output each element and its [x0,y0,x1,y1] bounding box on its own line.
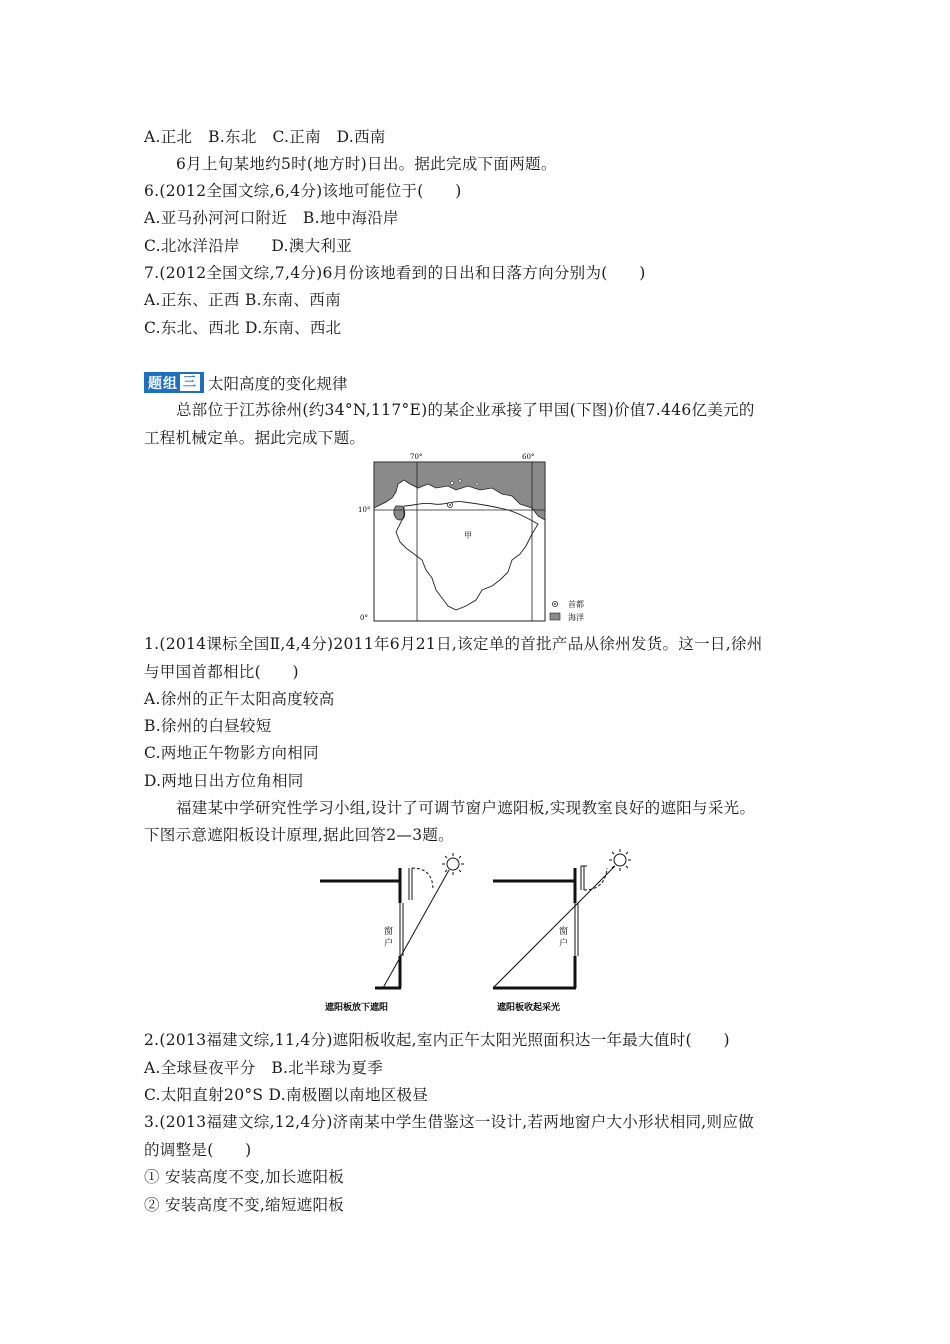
lat-label-0: 0° [360,614,368,622]
question-1-cont: 与甲国首都相比( ) [144,663,299,681]
section-badge-label: 题组 [148,375,178,392]
q1-option-c: C.两地正午物影方向相同 [144,744,319,762]
intro-shade-2: 下图示意遮阳板设计原理,据此回答2—3题。 [144,826,454,844]
intro-shade-1: 福建某中学研究性学习小组,设计了可调节窗户遮阳板,实现教室良好的遮阳与采光。 [176,799,756,817]
window-label-left-1: 窗 [384,927,394,937]
lat-label-10: 10° [358,506,371,514]
q1-option-d: D.两地日出方位角相同 [144,772,304,790]
q1-option-b: B.徐州的白昼较短 [144,717,272,735]
question-3-cont: 的调整是( ) [144,1141,252,1159]
line-options-prev: A.正北 B.东北 C.正南 D.西南 [144,128,386,146]
lon-label-70: 70° [410,453,423,461]
lon-label-60: 60° [522,453,535,461]
intro-xuzhou-2: 工程机械定单。据此完成下题。 [144,429,366,447]
section-header [144,372,348,393]
section-badge-number: 三 [180,374,200,391]
question-6: 6.(2012全国文综,6,4分)该地可能位于( ) [144,182,462,200]
q7-options-cd: C.东北、西北 D.东南、西北 [144,319,342,337]
legend-ocean-label: 海洋 [568,613,584,622]
intro-sunrise: 6月上旬某地约5时(地方时)日出。据此完成下面两题。 [176,155,557,173]
sunshade-diagram [315,848,645,1018]
question-3: 3.(2013福建文综,12,4分)济南某中学生借鉴这一设计,若两地窗户大小形状相同,则应做 [144,1113,754,1131]
window-label-right-1: 窗 [559,927,569,937]
q3-item-1: ① 安装高度不变,加长遮阳板 [144,1168,345,1186]
sun-icon [609,849,631,871]
section-badge [144,372,204,393]
window-label-left-2: 户 [384,939,394,949]
question-7: 7.(2012全国文综,7,4分)6月份该地看到的日出和日落方向分别为( ) [144,264,646,282]
q6-options-cd: C.北冰洋沿岸 D.澳大利亚 [144,237,353,255]
q2-options-ab: A.全球昼夜平分 B.北半球为夏季 [144,1059,384,1077]
legend-capital-label: 首都 [568,600,584,609]
q1-option-a: A.徐州的正午太阳高度较高 [144,690,335,708]
caption-left: 遮阳板放下遮阳 [325,1003,389,1013]
section-title: 太阳高度的变化规律 [208,374,348,393]
diagram-left [320,853,464,1013]
country-label: 甲 [464,531,472,540]
venezuela-map [352,450,602,630]
intro-xuzhou-1: 总部位于江苏徐州(约34°N,117°E)的某企业承接了甲国(下图)价值7.446亿美元的 [176,401,755,419]
caption-right: 遮阳板收起采光 [497,1003,561,1013]
question-1: 1.(2014课标全国Ⅱ,4,4分)2011年6月21日,该定单的首批产品从徐州发货。这一日,徐州 [144,635,763,653]
sun-icon [442,853,464,875]
q6-options-ab: A.亚马孙河河口附近 B.地中海沿岸 [144,209,399,227]
diagram-right [493,849,631,1013]
question-2: 2.(2013福建文综,11,4分)遮阳板收起,室内正午太阳光照面积达一年最大值时( ) [144,1031,730,1049]
q2-options-cd: C.太阳直射20°S D.南极圈以南地区极昼 [144,1086,429,1104]
legend-ocean-swatch [550,613,560,620]
q7-options-ab: A.正东、正西 B.东南、西南 [144,291,341,309]
q3-item-2: ② 安装高度不变,缩短遮阳板 [144,1196,345,1214]
window-label-right-2: 户 [559,939,569,949]
